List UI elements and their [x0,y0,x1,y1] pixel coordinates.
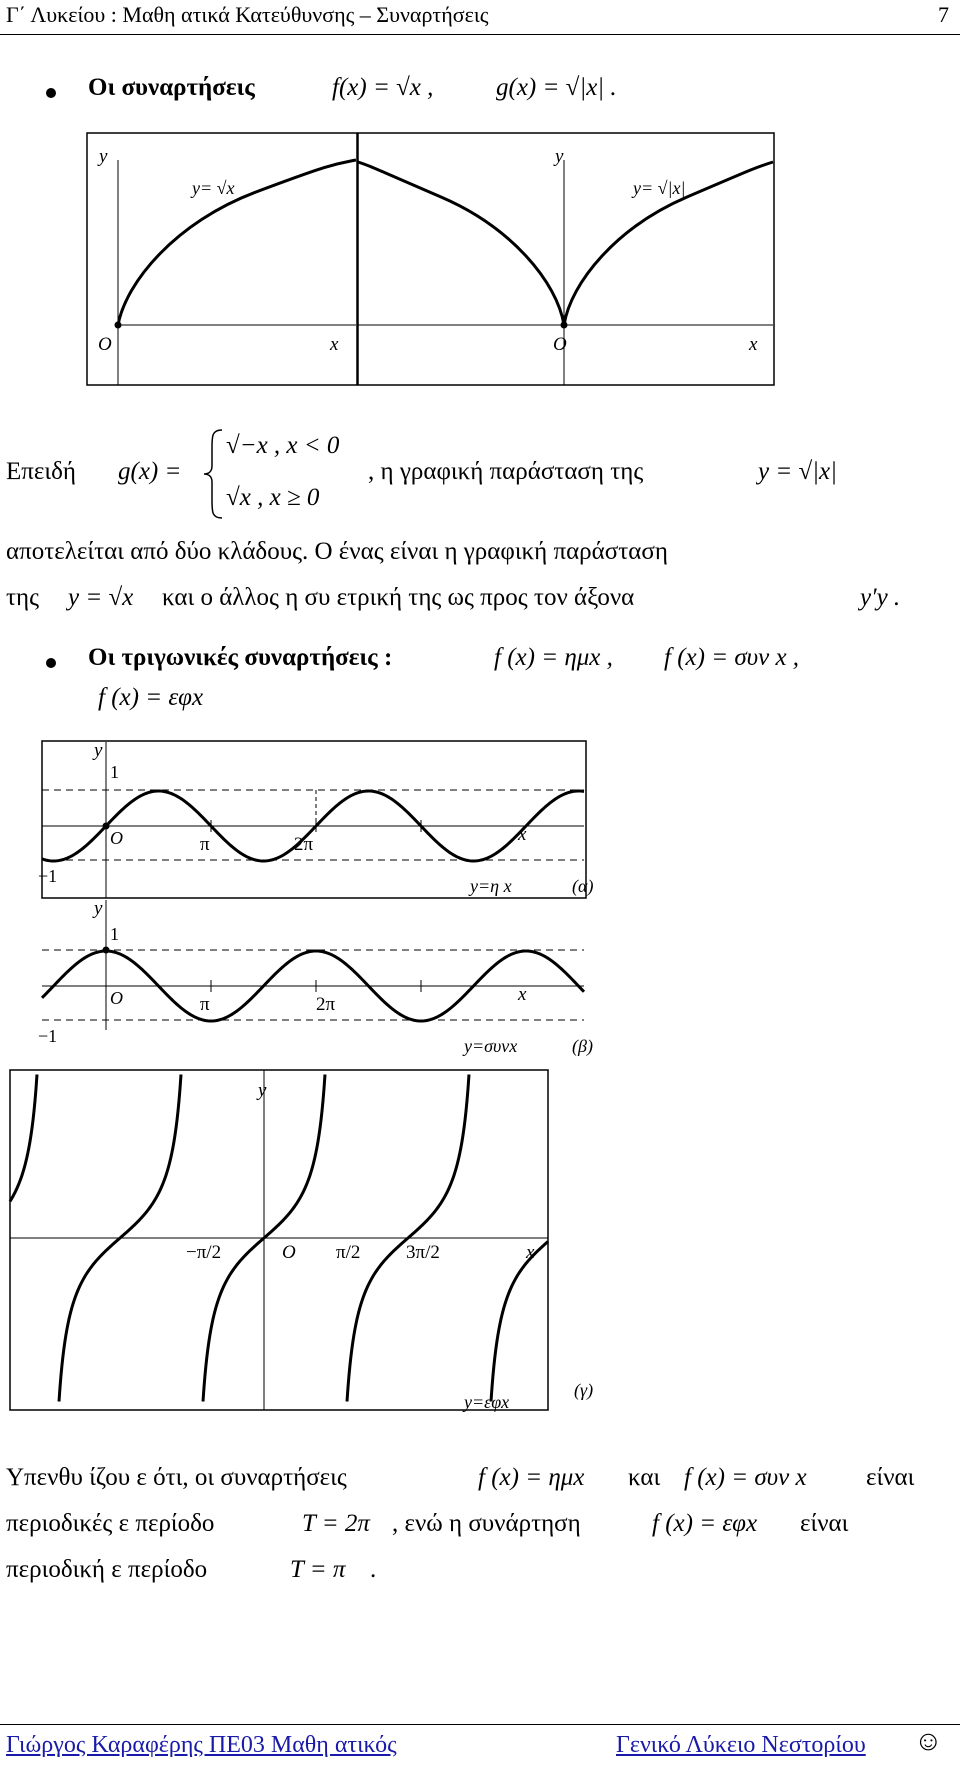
cos-x-label: x [518,984,527,1005]
sine-graph [40,740,620,900]
cos-tag: (β) [572,1036,593,1056]
tan-curve-label: y=εφx [464,1392,510,1412]
section1-heading: Οι συναρτήσεις [88,74,255,101]
tan-neg-half-pi-label: −π/2 [186,1242,222,1263]
piecewise-case-1: √−x , x < 0 [226,432,340,459]
tan-half-pi-label: π/2 [336,1242,361,1263]
piecewise-case-2: √x , x ≥ 0 [226,484,320,511]
paragraph2-f-tan: f (x) = εφx [652,1510,758,1537]
cos-curve-label: y=συνx [464,1036,518,1056]
bullet-1 [46,88,56,98]
cos-pi-label: π [200,994,210,1015]
sqrt-origin-dot [115,322,122,329]
sqrt-curve [118,160,356,325]
g-sqrt-abs-def: g(x) = √|x| . [496,74,617,101]
paragraph2-line3-a: περιοδική ε περίοδο [6,1556,208,1583]
period-pi: T = π [290,1556,346,1583]
f-sqrt-def: f(x) = √x , [332,74,434,101]
sine-pi-label: π [200,834,210,855]
y-sqrt-eq: y = √x [68,584,134,611]
cos-origin-label: O [110,988,123,1008]
sqrt-y-label: y [99,146,108,167]
paragraph2-line2-a: περιοδικές ε περίοδο [6,1510,215,1537]
g-lhs: g(x) = [118,458,182,485]
period-2pi: T = 2π [302,1510,370,1537]
tan-branch [491,1242,548,1402]
paragraph1-line2: αποτελείται από δύο κλάδους. Ο ένας είναι η γραφική παράσταση [6,538,668,565]
tan-3half-pi-label: 3π/2 [406,1242,440,1263]
sqrt-abs-y-label: y [555,146,564,167]
paragraph2-line3-end: . [370,1556,377,1583]
paragraph2-and: και [628,1464,661,1491]
sine-origin-label: O [110,828,123,848]
page-number: 7 [938,2,949,27]
since-word: Επειδή [6,458,76,485]
cos-one-label: 1 [110,924,119,944]
cos-y-label: y [94,898,103,919]
paragraph1-line3-a: της [6,584,40,611]
paragraph2-line2-c: είναι [800,1510,849,1537]
y-sqrt-abs-eq: y = √|x| [758,458,838,485]
cosine-graph [40,900,620,1060]
sqrt-abs-x-label: x [749,334,758,355]
sqrt-abs-origin-label: O [553,334,567,355]
footer-rule [0,1724,960,1725]
sqrt-abs-origin-dot [561,322,568,329]
tan-tag: (γ) [574,1380,594,1400]
header-title: Γ΄ Λυκείου : Μαθη ατικά Κατεύθυνσης – Συναρτήσεις [6,2,489,27]
tan-frame [10,1070,548,1410]
header-rule [0,34,960,35]
sine-one-label: 1 [110,762,119,782]
sqrt-abs-graph [357,132,775,386]
paragraph2-f-cos: f (x) = συν x [684,1464,807,1491]
sqrt-curve-label: y= √x [192,178,235,198]
sqrt-origin-label: O [98,334,112,355]
sqrt-abs-left-branch [358,162,564,325]
tan-branch [10,1075,37,1202]
sine-curve-label: y=η x [470,876,512,896]
sine-frame [42,741,586,898]
sine-x-label: x [518,824,527,845]
sqrt-graph [86,132,358,386]
yy-axis: y′y . [860,584,901,611]
footer-author[interactable]: Γιώργος Καραφέρης ΠΕ03 Μαθη ατικός [6,1732,397,1758]
footer-school[interactable]: Γενικό Λύκειο Νεστορίου [616,1732,866,1758]
f-tan-def: f (x) = εφx [98,684,204,711]
tan-origin-label: O [282,1242,296,1263]
f-cos-def: f (x) = συν x , [664,644,800,671]
graph-of-text: , η γραφική παράσταση της [368,458,644,485]
f-sin-def: f (x) = ημx , [494,644,613,671]
bullet-2 [46,658,56,668]
cos-peak-dot [103,947,110,954]
section2-heading: Οι τριγωνικές συναρτήσεις : [88,644,393,671]
tan-y-label: y [258,1080,267,1101]
sqrt-abs-curve-label: y= √|x| [633,178,686,198]
sqrt-x-label: x [330,334,339,355]
paragraph2-f-sin: f (x) = ημx [478,1464,585,1491]
cos-2pi-label: 2π [316,994,336,1015]
sine-2pi-label: 2π [294,834,314,855]
paragraph2-line1-b: είναι [866,1464,915,1491]
sine-tag: (α) [572,876,594,896]
sine-y-label: y [94,740,103,761]
paragraph2-line2-b: , ενώ η συνάρτηση [392,1510,581,1537]
tan-x-label: x [526,1242,535,1263]
cos-minus-one-label: −1 [38,1026,58,1046]
paragraph2-line1-a: Υπενθυ ίζου ε ότι, οι συναρτήσεις [6,1464,347,1491]
smiley-icon: ☺ [914,1726,943,1757]
piecewise-brace [202,428,226,520]
sine-minus-one-label: −1 [38,866,58,886]
paragraph1-line3-b: και ο άλλος η συ ετρική της ως προς τον άξονα [162,584,635,611]
sine-origin-dot [103,823,110,830]
tangent-graph [0,1060,620,1420]
